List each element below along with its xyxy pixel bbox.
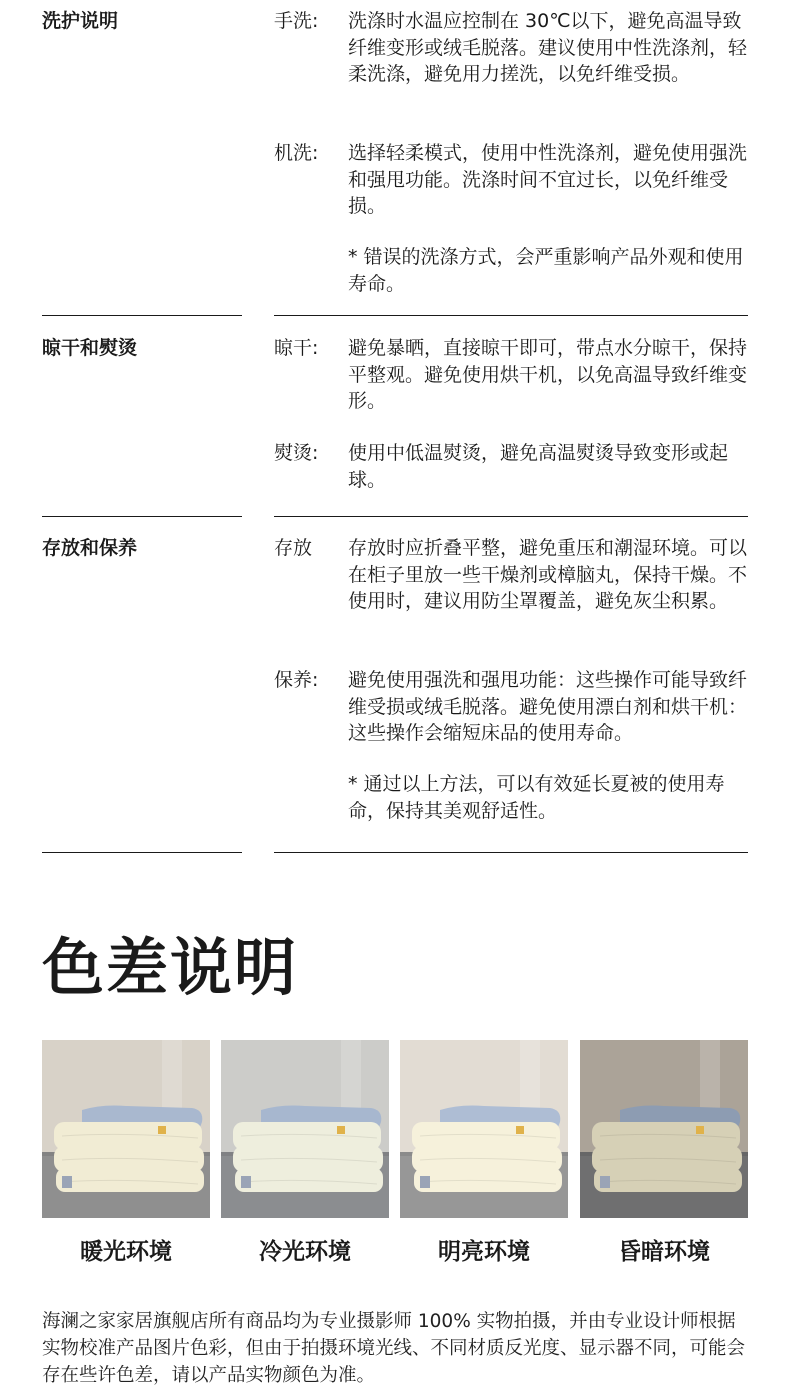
dry-label: 晾干: [274,337,319,359]
storage-note: * 通过以上方法，可以有效延长夏被的使用寿命，保持其美观舒适性。 [348,773,725,822]
iron-label: 熨烫: [274,442,319,464]
washing-note: * 错误的洗涤方式，会严重影响产品外观和使用寿命。 [348,246,744,295]
maintenance-text: 避免使用强洗和强甩功能：这些操作可能导致纤维受损或绒毛脱落。避免使用漂白剂和烘干机：这些操作会缩短床品的使用寿命。 [348,669,748,744]
store-label: 存放 [274,537,313,559]
product-photo [221,1040,389,1218]
maintenance-label: 保养: [274,669,319,691]
divider [42,852,242,853]
machine-wash-label: 机洗: [274,142,319,164]
dry-text: 避免暴晒，直接晾干即可，带点水分晾干，保持平整观。避免使用烘干机，以免高温导致纤维变形。 [348,337,748,412]
photo-label: 昏暗环境 [618,1239,710,1265]
divider [42,516,242,517]
storage-section-title: 存放和保养 [42,537,138,559]
color-difference-title: 色差说明 [42,931,299,1004]
divider [274,852,748,853]
hand-wash-label: 手洗: [274,10,319,32]
color-disclaimer: 海澜之家家居旗舰店所有商品均为专业摄影师 100% 实物拍摄，并由专业设计师根据实物校准产品图片色彩，但由于拍摄环境光线、不同材质反光度、显示器不同，可能会存在些许色差，请以产品实物颜色为准。 [42,1311,746,1386]
store-text: 存放时应折叠平整，避免重压和潮湿环境。可以在柜子里放一些干燥剂或樟脑丸，保持干燥。不使用时，建议用防尘罩覆盖，避免灰尘积累。 [348,537,748,612]
photo-label: 明亮环境 [438,1239,530,1265]
hand-wash-text: 洗涤时水温应控制在 30℃以下，避免高温导致纤维变形或绒毛脱落。建议使用中性洗涤剂，轻柔洗涤，避免用力搓洗，以免纤维受损。 [348,10,748,85]
drying-section-title: 晾干和熨烫 [42,337,138,359]
divider [274,315,748,316]
photo-label: 冷光环境 [259,1239,351,1265]
iron-text: 使用中低温熨烫，避免高温熨烫导致变形或起球。 [348,442,729,491]
product-photo [580,1040,748,1218]
divider [274,516,748,517]
product-photo [42,1040,210,1218]
product-photo [400,1040,568,1218]
divider [42,315,242,316]
machine-wash-text: 选择轻柔模式，使用中性洗涤剂，避免使用强洗和强甩功能。洗涤时间不宜过长，以免纤维受损。 [348,142,748,217]
washing-section-title: 洗护说明 [42,10,119,32]
photo-label: 暖光环境 [80,1239,172,1265]
